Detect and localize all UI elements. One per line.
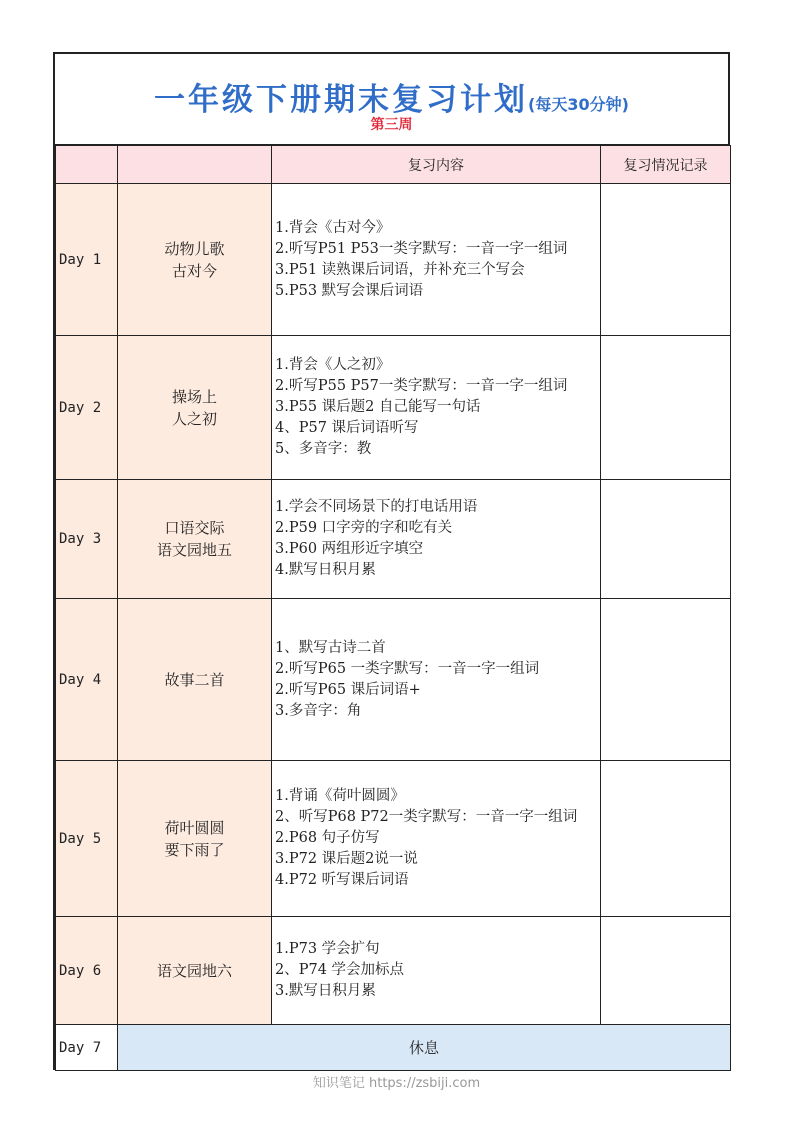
review-item: 2.P68 句子仿写 [275, 830, 380, 846]
day-label: Day 5 [56, 761, 118, 917]
record-cell[interactable] [601, 761, 731, 917]
review-item: 2.P59 口字旁的字和吃有关 [275, 520, 453, 536]
lesson-name: 故事二首 [164, 670, 225, 689]
lesson-name: 操场上 [171, 387, 217, 406]
review-item: 2.听写P65 课后词语+ [275, 681, 421, 698]
table-header-row [56, 146, 731, 184]
lesson-name: 要下雨了 [164, 840, 225, 859]
table-row [56, 917, 731, 1025]
table-row [56, 184, 731, 336]
review-content-cell [272, 917, 601, 1025]
review-item: 3.默写日积月累 [275, 983, 376, 999]
table-row [56, 480, 731, 599]
table-row [56, 761, 731, 917]
week-label: 第三周 [370, 117, 413, 133]
review-item: 1.背会《古对今》 [275, 219, 391, 236]
review-content-cell [272, 599, 601, 761]
table-row [56, 599, 731, 761]
day-label: Day 2 [56, 336, 118, 480]
review-item: 3.P72 课后题2说一说 [275, 851, 418, 867]
review-item: 3.多音字：角 [275, 702, 362, 719]
review-item: 4.默写日积月累 [275, 562, 376, 578]
lesson-name: 口语交际 [164, 519, 225, 537]
title-note: (每天30分钟) [528, 95, 629, 114]
page-title [55, 74, 728, 119]
footer-watermark: 知识笔记 https://zsbiji.com [312, 1076, 481, 1091]
plan-table [55, 145, 731, 1071]
review-item: 4.P72 听写课后词语 [275, 872, 409, 888]
header-day-cell [56, 146, 118, 184]
day-label: Day 6 [56, 917, 118, 1025]
lesson-cell [118, 917, 272, 1025]
lesson-cell [118, 761, 272, 917]
rest-cell: 休息 [118, 1025, 731, 1071]
review-item: 1.背会《人之初》 [275, 357, 391, 373]
review-item: 1.学会不同场景下的打电话用语 [275, 499, 478, 515]
day-label: Day 4 [56, 599, 118, 761]
table-row [56, 336, 731, 480]
review-plan-sheet [53, 52, 730, 1070]
record-cell[interactable] [601, 184, 731, 336]
header-content-cell: 复习内容 [272, 146, 601, 184]
review-item: 2.听写P51 P53一类字默写：一音一字一组词 [275, 240, 568, 257]
review-item: 3.P55 课后题2 自己能写一句话 [275, 399, 481, 415]
review-item: 3.P51 读熟课后词语，并补充三个写会 [275, 261, 525, 278]
lesson-name: 人之初 [171, 409, 217, 428]
review-content-cell [272, 761, 601, 917]
lesson-cell [118, 599, 272, 761]
lesson-name: 语文园地五 [156, 541, 232, 559]
day-label: Day 3 [56, 480, 118, 599]
record-cell[interactable] [601, 336, 731, 480]
day-label: Day 7 [56, 1025, 118, 1071]
review-item: 2、听写P68 P72一类字默写：一音一字一组词 [275, 809, 578, 825]
review-item: 2、P74 学会加标点 [275, 962, 405, 978]
review-item: 1、默写古诗二首 [275, 639, 386, 656]
lesson-cell [118, 336, 272, 480]
review-item: 3.P60 两组形近字填空 [275, 541, 424, 557]
review-content-cell [272, 184, 601, 336]
lesson-name: 古对今 [171, 261, 217, 280]
record-cell[interactable] [601, 917, 731, 1025]
lesson-name: 荷叶圆圆 [164, 818, 225, 837]
review-item: 1.P73 学会扩句 [275, 941, 380, 957]
lesson-cell [118, 184, 272, 336]
record-cell[interactable] [601, 599, 731, 761]
review-item: 4、P57 课后词语听写 [275, 420, 419, 436]
lesson-name: 语文园地六 [156, 961, 232, 980]
lesson-name: 动物儿歌 [164, 239, 225, 258]
header-record-cell: 复习情况记录 [601, 146, 731, 184]
review-content-cell [272, 480, 601, 599]
day-label: Day 1 [56, 184, 118, 336]
review-item: 2.听写P65 一类字默写：一音一字一组词 [275, 660, 540, 677]
header-lesson-cell [118, 146, 272, 184]
review-content-cell [272, 336, 601, 480]
review-item: 2.听写P55 P57一类字默写：一音一字一组词 [275, 378, 568, 394]
title-main-text: 一年级下册期末复习计划 [154, 82, 529, 118]
title-block [55, 54, 728, 145]
review-item: 5、多音字：教 [275, 441, 372, 457]
review-item: 5.P53 默写会课后词语 [275, 282, 424, 299]
lesson-cell [118, 480, 272, 599]
record-cell[interactable] [601, 480, 731, 599]
table-row [56, 1025, 731, 1071]
review-item: 1.背诵《荷叶圆圆》 [275, 788, 405, 804]
